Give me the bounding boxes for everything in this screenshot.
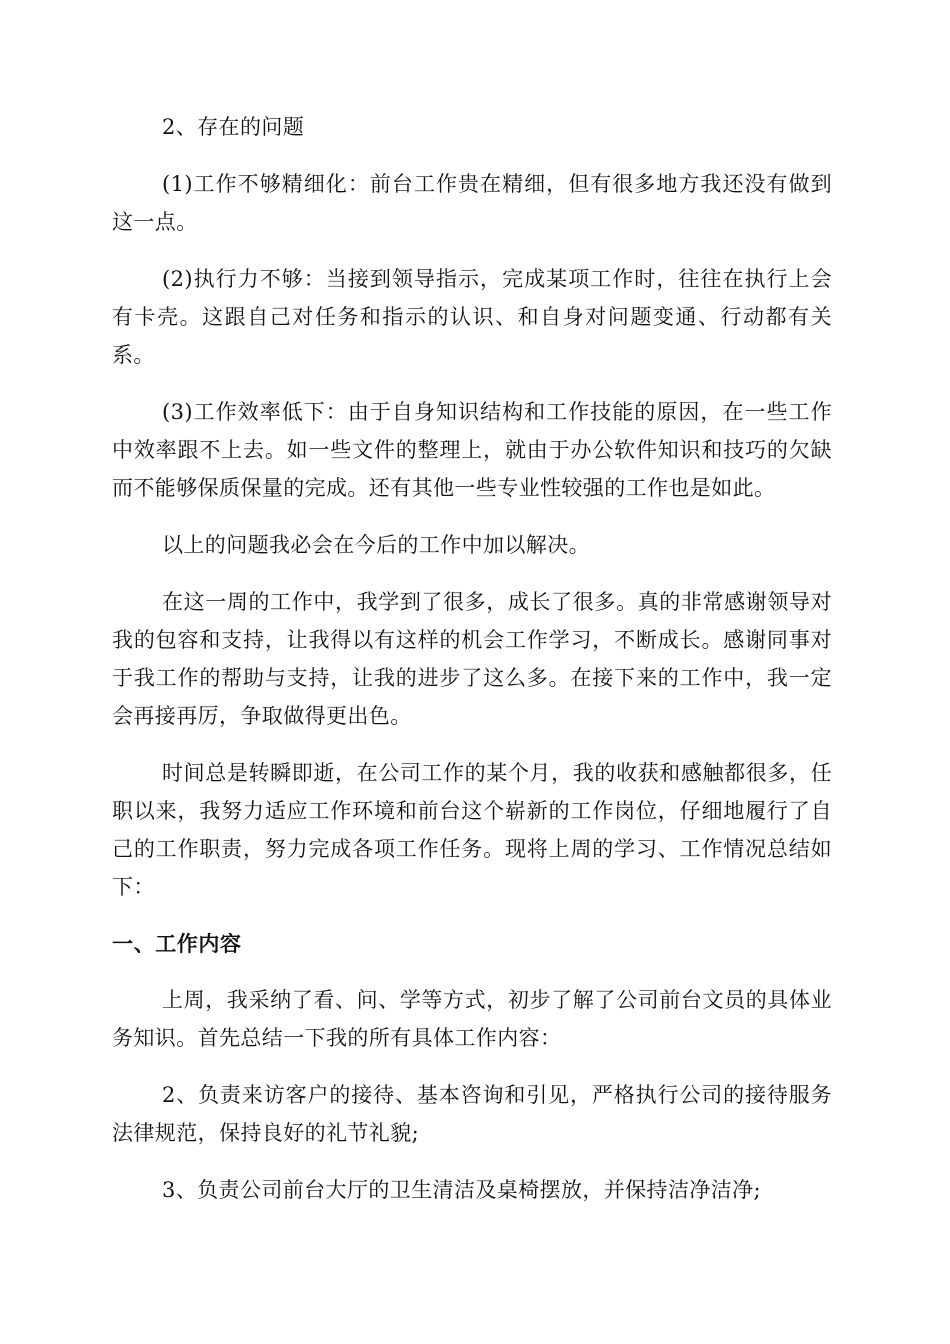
paragraph: 以上的问题我必会在今后的工作中加以解决。 xyxy=(162,533,590,557)
paragraph: (3)工作效率低下：由于自身知识结构和工作技能的原因，在一些工作中效率跟不上去。如一些文件的整理上，就由于办公软件知识和技巧的欠缺而不能够保质保量的完成。还有其他一些专业性较强的工作也是如此。 xyxy=(112,400,832,500)
paragraph: 上周，我采纳了看、问、学等方式，初步了解了公司前台文员的具体业务知识。首先总结一下我的所有具体工作内容： xyxy=(112,988,832,1050)
paragraph: 2、负责来访客户的接待、基本咨询和引见，严格执行公司的接待服务法律规范，保持良好的礼节礼貌; xyxy=(112,1083,832,1145)
paragraph: 时间总是转瞬即逝，在公司工作的某个月，我的收获和感触都很多，任职以来，我努力适应工作环境和前台这个崭新的工作岗位，仔细地履行了自己的工作职责，努力完成各项工作任务。现将上周的学习、工作情况总结如下： xyxy=(112,761,832,899)
paragraph: (1)工作不够精细化：前台工作贵在精细，但有很多地方我还没有做到这一点。 xyxy=(112,172,832,234)
paragraph: 3、负责公司前台大厅的卫生清洁及桌椅摆放，并保持洁净洁净; xyxy=(162,1178,762,1202)
paragraph: (2)执行力不够：当接到领导指示，完成某项工作时，往往在执行上会有卡壳。这跟自己对任务和指示的认识、和自身对问题变通、行动都有关系。 xyxy=(112,267,832,367)
paragraph: 2、存在的问题 xyxy=(162,115,305,139)
document-body xyxy=(112,108,832,1228)
section-heading: 一、工作内容 xyxy=(112,932,242,956)
paragraph: 在这一周的工作中，我学到了很多，成长了很多。真的非常感谢领导对我的包容和支持，让我得以有这样的机会工作学习，不断成长。感谢同事对于我工作的帮助与支持，让我的进步了这么多。在接下来的工作中，我一定会再接再厉，争取做得更出色。 xyxy=(112,590,832,728)
